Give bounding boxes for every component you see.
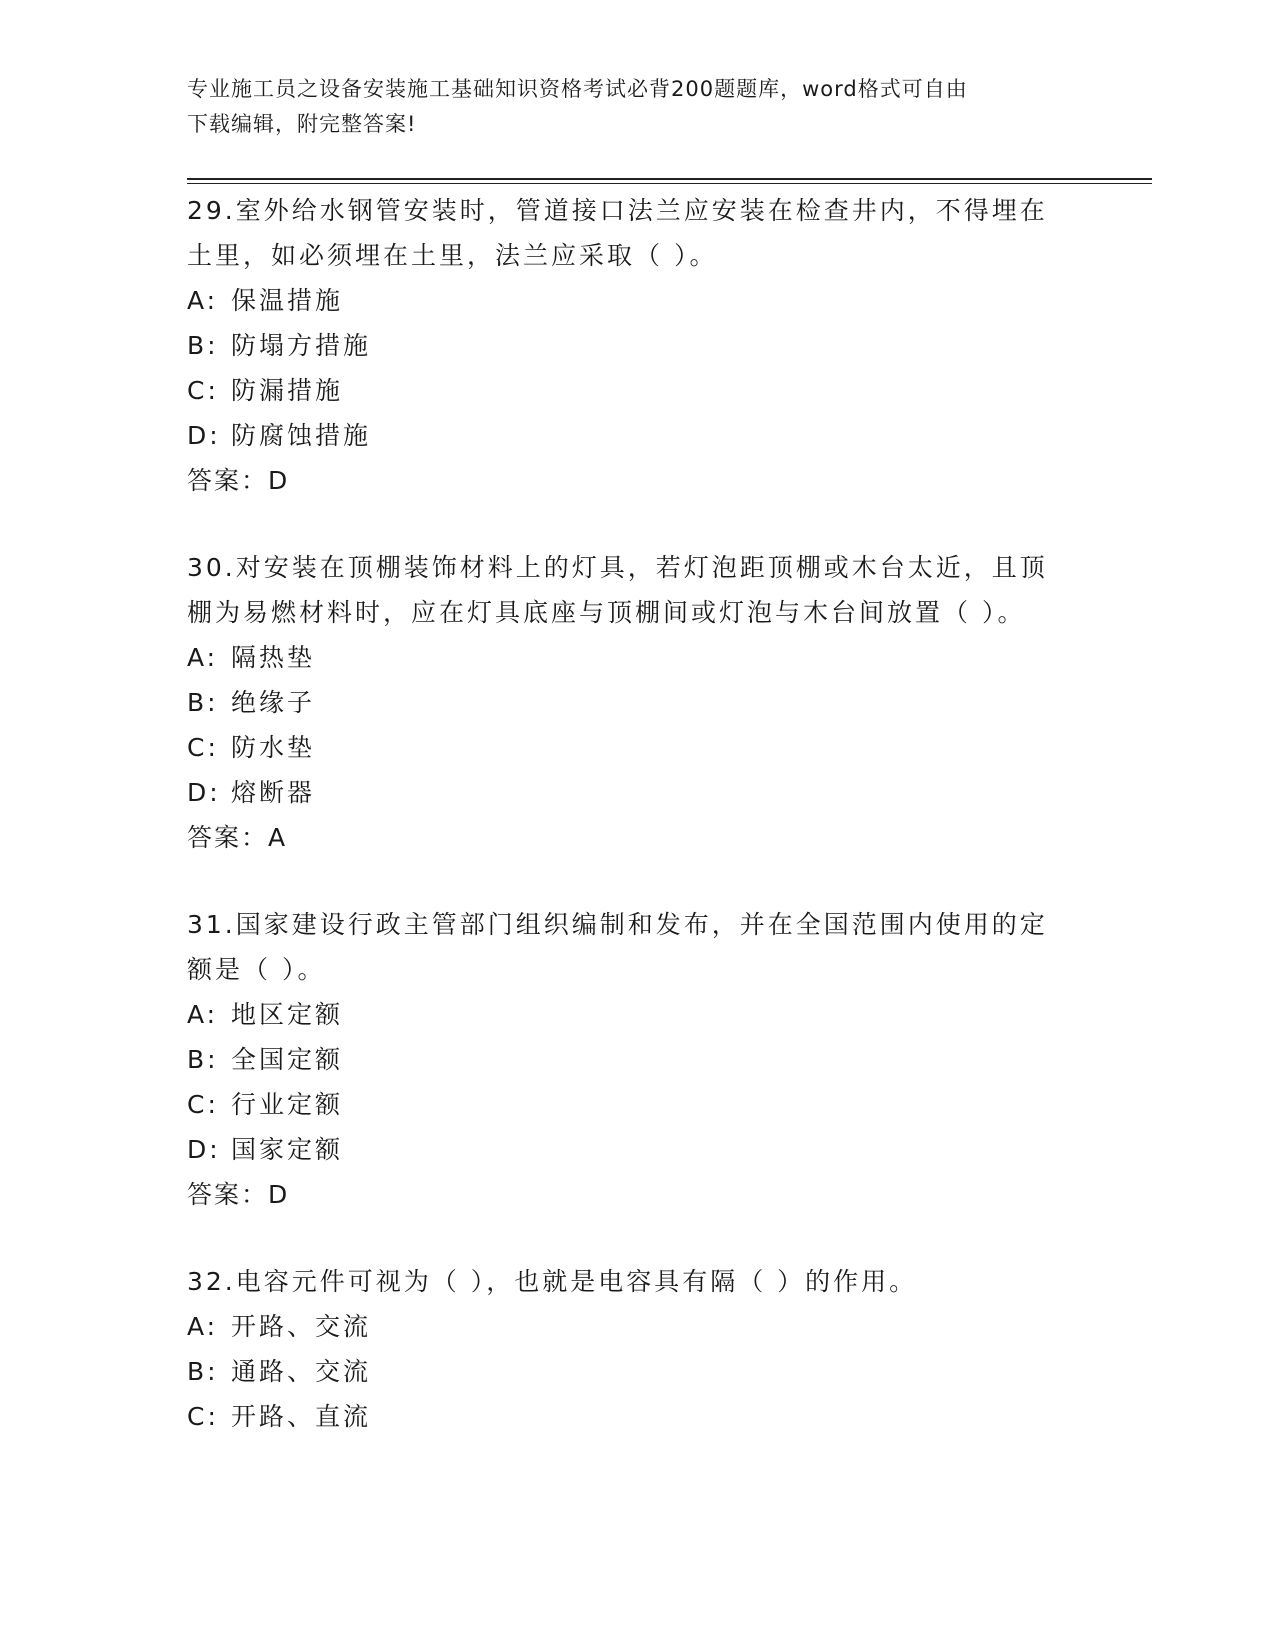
question-32 — [187, 1259, 1087, 1439]
option-key: A: — [187, 643, 219, 672]
question-stem — [187, 902, 1087, 992]
option-d — [187, 1127, 1087, 1172]
answer-line: 答案：D — [187, 466, 290, 495]
option-a — [187, 635, 1087, 680]
option-text: 开路、交流 — [231, 1312, 372, 1341]
answer-line: 答案：D — [187, 1180, 290, 1209]
header-divider-thin — [187, 183, 1152, 184]
option-a — [187, 278, 1087, 323]
header-line-1: 专业施工员之设备安装施工基础知识资格考试必背200题题库，word格式可自由 — [187, 77, 968, 101]
option-text: 地区定额 — [231, 1000, 344, 1029]
option-text: 国家定额 — [231, 1135, 344, 1164]
question-stem-line-1: 30.对安装在顶棚装饰材料上的灯具，若灯泡距顶棚或木台太近，且顶 — [187, 553, 1048, 582]
option-key: A: — [187, 286, 219, 315]
option-key: A: — [187, 1312, 219, 1341]
question-30 — [187, 545, 1087, 860]
option-text: 开路、直流 — [231, 1402, 372, 1431]
option-text: 防腐蚀措施 — [231, 421, 372, 450]
question-list — [187, 188, 1087, 1481]
option-b — [187, 1037, 1087, 1082]
question-stem-line-2: 额是（ ）。 — [187, 955, 326, 984]
option-a — [187, 1304, 1087, 1349]
document-header — [187, 72, 1067, 142]
option-c — [187, 1082, 1087, 1127]
question-31 — [187, 902, 1087, 1217]
option-text: 全国定额 — [231, 1045, 344, 1074]
answer-line: 答案：A — [187, 823, 288, 852]
option-c — [187, 1394, 1087, 1439]
option-key: D: — [187, 778, 221, 807]
option-text: 防塌方措施 — [231, 331, 372, 360]
option-key: C: — [187, 1090, 219, 1119]
option-key: C: — [187, 733, 219, 762]
option-text: 熔断器 — [231, 778, 316, 807]
option-text: 通路、交流 — [231, 1357, 372, 1386]
option-key: A: — [187, 1000, 219, 1029]
option-key: B: — [187, 688, 219, 717]
header-line-2: 下载编辑，附完整答案! — [187, 112, 417, 136]
question-stem-line-1: 32.电容元件可视为（ ），也就是电容具有隔（ ）的作用。 — [187, 1267, 918, 1296]
option-text: 绝缘子 — [231, 688, 316, 717]
option-key: B: — [187, 1045, 219, 1074]
option-text: 行业定额 — [231, 1090, 344, 1119]
question-stem-line-1: 31.国家建设行政主管部门组织编制和发布，并在全国范围内使用的定 — [187, 910, 1048, 939]
option-d — [187, 770, 1087, 815]
option-b — [187, 1349, 1087, 1394]
option-key: C: — [187, 376, 219, 405]
option-c — [187, 368, 1087, 413]
question-stem-line-2: 棚为易燃材料时，应在灯具底座与顶棚间或灯泡与木台间放置（ ）。 — [187, 598, 1026, 627]
header-divider-thick — [187, 178, 1152, 180]
option-key: B: — [187, 331, 219, 360]
option-text: 保温措施 — [231, 286, 344, 315]
option-key: D: — [187, 1135, 221, 1164]
question-stem — [187, 545, 1087, 635]
option-text: 防漏措施 — [231, 376, 344, 405]
question-stem-line-2: 土里，如必须埋在土里，法兰应采取（ ）。 — [187, 241, 718, 270]
option-b — [187, 323, 1087, 368]
option-key: C: — [187, 1402, 219, 1431]
option-key: D: — [187, 421, 221, 450]
question-stem-line-1: 29.室外给水钢管安装时，管道接口法兰应安装在检查井内，不得埋在 — [187, 196, 1048, 225]
question-stem — [187, 188, 1087, 278]
question-29 — [187, 188, 1087, 503]
option-d — [187, 413, 1087, 458]
option-c — [187, 725, 1087, 770]
option-text: 隔热垫 — [231, 643, 316, 672]
option-text: 防水垫 — [231, 733, 316, 762]
option-b — [187, 680, 1087, 725]
question-stem — [187, 1259, 1087, 1304]
option-key: B: — [187, 1357, 219, 1386]
option-a — [187, 992, 1087, 1037]
